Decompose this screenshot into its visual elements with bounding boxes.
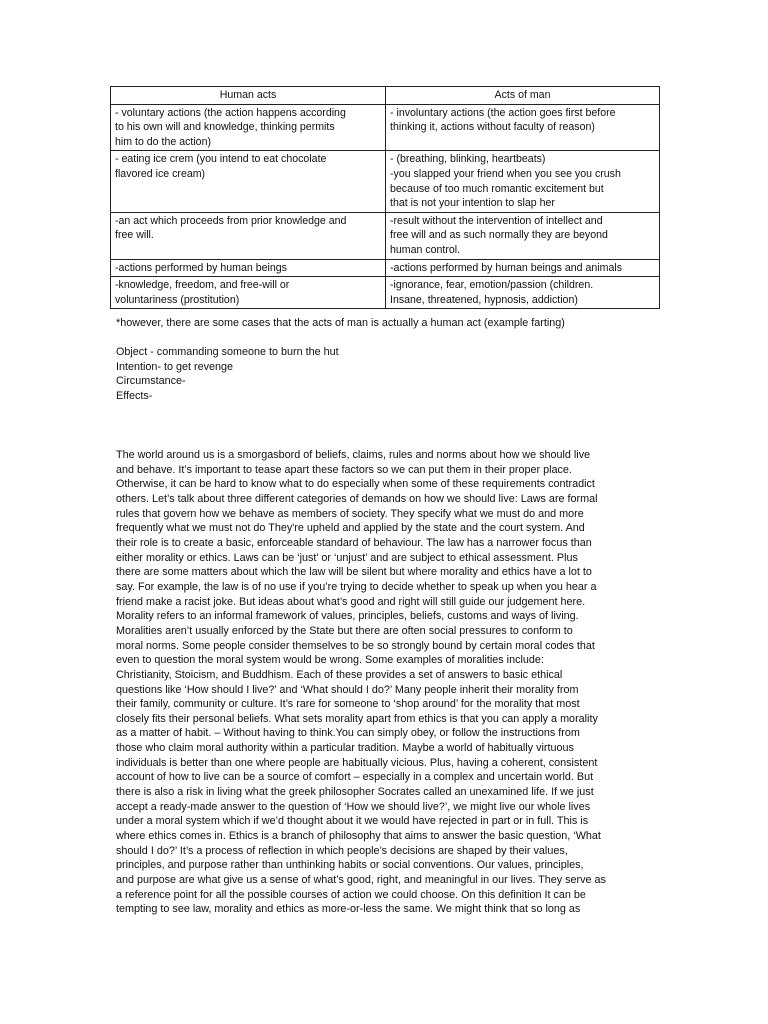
cell-line: -actions performed by human beings and animals bbox=[390, 261, 623, 274]
acts-of-man-cell bbox=[386, 277, 660, 309]
cell-line: that is not your intention to slap her bbox=[390, 197, 555, 210]
essay-line: account of how to live can be a source of comfort – especially in a complex and uncertain world. But bbox=[116, 771, 594, 784]
cell-line: free will and as such normally they are beyond bbox=[390, 229, 608, 242]
cell-line: -ignorance, fear, emotion/passion (children. bbox=[390, 279, 594, 292]
human-acts-cell bbox=[111, 104, 386, 151]
acts-of-man-cell bbox=[386, 259, 660, 277]
part-circumstance: Circumstance- bbox=[116, 375, 186, 388]
essay-line: Morality refers to an informal framework of values, principles, beliefs, customs and ways of living. bbox=[116, 610, 579, 623]
part-intention: Intention- to get revenge bbox=[116, 360, 234, 373]
cell-line: because of too much romantic excitement but bbox=[390, 182, 604, 195]
essay-line: their role is to create a basic, enforceable standard of behaviour. The law has a narrower focus than bbox=[116, 536, 592, 549]
essay-line: those who claim moral authority within a particular tradition. Maybe a world of habitually virtuous bbox=[116, 742, 574, 755]
human-acts-cell bbox=[111, 259, 386, 277]
cell-line: flavored ice cream) bbox=[115, 167, 206, 180]
essay-line: either morality or ethics. Laws can be ‘just’ or ‘unjust’ and are subject to ethical assessment. Plus bbox=[116, 551, 578, 564]
essay-line: rules that govern how we behave as members of society. They specify what we must do and more bbox=[116, 507, 584, 520]
cell-line: free will. bbox=[115, 229, 154, 242]
essay-line: there is also a risk in living what the greek philosopher Socrates called an unexamined life. If we just bbox=[116, 786, 594, 799]
essay-line: and purpose are what give us a sense of what’s good, right, and meaningful in our lives. They serve as bbox=[116, 874, 606, 887]
header-acts-of-man: Acts of man bbox=[386, 87, 660, 105]
cell-line: human control. bbox=[390, 243, 461, 256]
essay-line: questions like ‘How should I live?’ and ‘What should I do?’ Many people inherit their morality from bbox=[116, 683, 579, 696]
essay-line: should I do?’ It’s a process of reflection in which people’s decisions are shaped by their values, bbox=[116, 844, 568, 857]
essay-line: Otherwise, it can be hard to know what to do especially when some of these requirements contradict bbox=[116, 478, 595, 491]
essay-line: Christianity, Stoicism, and Buddhism. Each of these provides a set of answers to basic ethical bbox=[116, 668, 563, 681]
human-acts-cell bbox=[111, 277, 386, 309]
essay-line: principles, and purpose rather than unthinking habits or social conventions. Our values, principles, bbox=[116, 859, 584, 872]
acts-of-man-cell bbox=[386, 151, 660, 212]
essay-line: as a matter of habit. – Without having to think.You can simply obey, or follow the instructions from bbox=[116, 727, 580, 740]
essay-line: their family, community or culture. It’s rare for someone to ‘shop around’ for the morality that most bbox=[116, 698, 580, 711]
cell-line: -result without the intervention of intellect and bbox=[390, 214, 603, 227]
cell-line: to his own will and knowledge, thinking permits bbox=[115, 121, 335, 134]
essay-line: even to question the moral system would be wrong. Some examples of moralities include: bbox=[116, 654, 544, 667]
cell-line: - (breathing, blinking, heartbeats) bbox=[390, 153, 546, 166]
acts-of-man-cell bbox=[386, 212, 660, 259]
essay-line: The world around us is a smorgasbord of beliefs, claims, rules and norms about how we should live bbox=[116, 449, 591, 461]
essay-body bbox=[116, 448, 652, 917]
cell-line: -knowledge, freedom, and free-will or bbox=[115, 279, 290, 292]
cell-line: -you slapped your friend when you see you crush bbox=[390, 167, 621, 180]
essay-line: and behave. It’s important to tease apart these factors so we can put them in their proper place. bbox=[116, 463, 572, 476]
cell-line: -actions performed by human beings bbox=[115, 261, 287, 274]
header-human-acts: Human acts bbox=[111, 87, 386, 105]
cell-line: him to do the action) bbox=[115, 135, 211, 148]
essay-line: others. Let’s talk about three different categories of demands on how we should live: Laws are formal bbox=[116, 492, 598, 505]
essay-line: a reference point for all the possible courses of action we could choose. On this definition It can be bbox=[116, 888, 586, 901]
table-row bbox=[111, 151, 660, 212]
human-acts-cell bbox=[111, 212, 386, 259]
acts-of-man-cell bbox=[386, 104, 660, 151]
table-header-row bbox=[111, 87, 660, 105]
cell-line: - eating ice crem (you intend to eat chocolate bbox=[115, 153, 327, 166]
essay-line: moral norms. Some people consider themselves to be so strongly bound by certain moral codes that bbox=[116, 639, 595, 652]
human-acts-cell bbox=[111, 151, 386, 212]
cell-line: -an act which proceeds from prior knowledge and bbox=[115, 214, 347, 227]
essay-line: tempting to see law, morality and ethics as more-or-less the same. We might think that so long as bbox=[116, 903, 581, 916]
acts-comparison-table bbox=[110, 86, 660, 309]
table-row bbox=[111, 277, 660, 309]
table-row bbox=[111, 212, 660, 259]
table-body bbox=[111, 104, 660, 309]
cell-line: - involuntary actions (the action goes first before bbox=[390, 106, 616, 119]
essay-line: where ethics comes in. Ethics is a branch of philosophy that aims to answer the basic question, ‘What bbox=[116, 830, 601, 843]
essay-line: say. For example, the law is of no use if you’re trying to decide whether to speak up when you hear a bbox=[116, 580, 597, 593]
table-row bbox=[111, 259, 660, 277]
farting-note: *however, there are some cases that the acts of man is actually a human act (example farting) bbox=[116, 317, 565, 329]
essay-line: accept a ready-made answer to the question of ‘How we should live?’, we might live our whole lives bbox=[116, 800, 591, 813]
essay-line: friend make a racist joke. But ideas about what’s good and right will still guide our judgement here. bbox=[116, 595, 586, 608]
essay-line: Moralities aren’t usually enforced by the State but there are often social pressures to conform to bbox=[116, 624, 573, 637]
essay-line: frequently what we must not do They're upheld and applied by the state and the court system. And bbox=[116, 522, 585, 535]
cell-line: Insane, threatened, hypnosis, addiction) bbox=[390, 293, 578, 306]
cell-line: thinking it, actions without faculty of reason) bbox=[390, 121, 595, 134]
essay-line: under a moral system which if we’d thought about it we would have rejected in part or in full. This is bbox=[116, 815, 589, 828]
part-object: Object - commanding someone to burn the hut bbox=[116, 346, 339, 358]
essay-line: there are some matters about which the law will be silent but where morality and ethics have a lot to bbox=[116, 566, 592, 579]
cell-line: - voluntary actions (the action happens according bbox=[115, 106, 346, 119]
part-effects: Effects- bbox=[116, 389, 153, 402]
moral-act-parts bbox=[116, 345, 339, 403]
essay-line: individuals is better than one where people are habitually vicious. Plus, having a coherent, consistent bbox=[116, 756, 598, 769]
essay-line: closely fits their personal beliefs. What sets morality apart from ethics is that you can apply a morality bbox=[116, 712, 598, 725]
table-row bbox=[111, 104, 660, 151]
cell-line: voluntariness (prostitution) bbox=[115, 293, 240, 306]
